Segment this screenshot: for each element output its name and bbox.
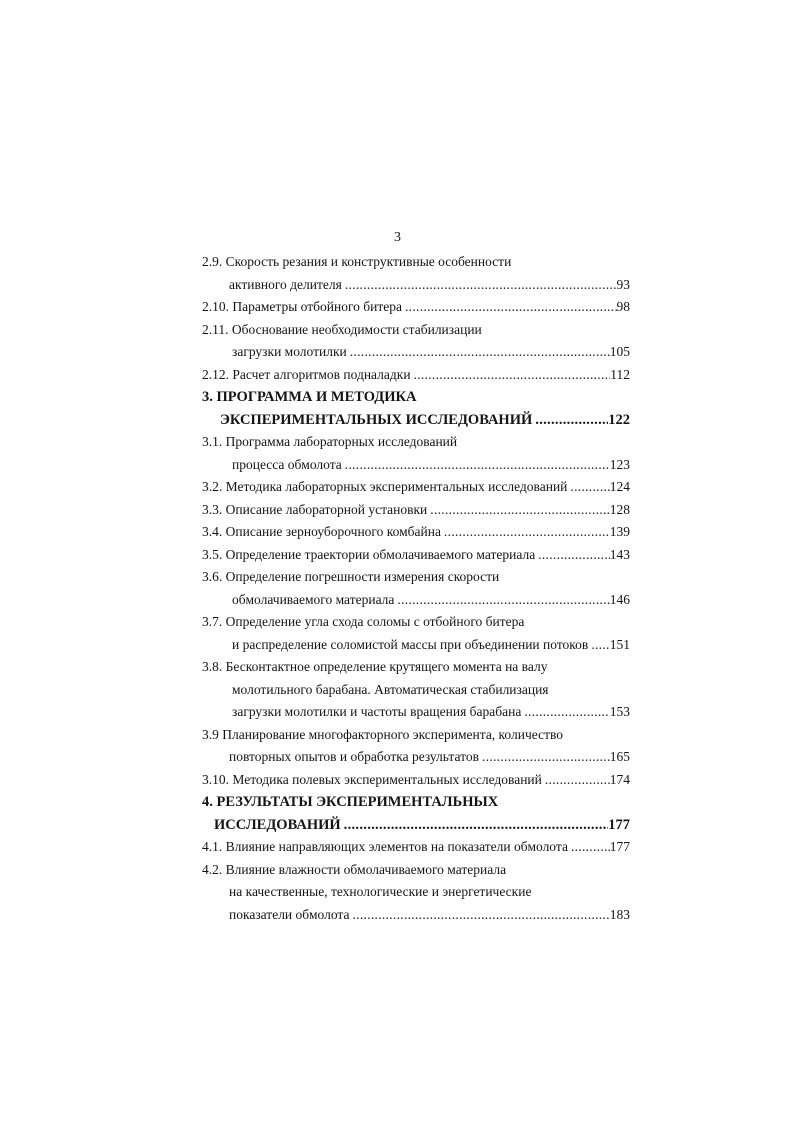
toc-entry-3-5[interactable]: 3.5. Определение траектории обмолачиваемого материала ..... 143 [202,544,630,567]
dot-leader [342,274,617,297]
toc-entry-2-9-line1: 2.9. Скорость резания и конструктивные особенности [202,254,512,269]
toc-entry-2-11[interactable]: загрузки молотилки ..... 105 [202,341,630,364]
toc-chapter-4[interactable]: ИССЛЕДОВАНИЙ ..... 177 [202,814,630,837]
dot-leader [521,701,609,724]
toc-page-number: 122 [608,411,630,428]
toc-entry-3-1[interactable]: процесса обмолота ..... 123 [202,454,630,477]
toc-entry-4-2-line2: на качественные, технологические и энергетические [229,884,532,899]
toc-entry-4-2[interactable]: показатели обмолота ..... 183 [202,904,630,927]
toc-page-number: 153 [609,704,630,719]
toc-entry-4-1[interactable]: 4.1. Влияние направляющих элементов на показатели обмолота ..... 177 [202,836,630,859]
dot-leader [568,836,610,859]
toc-chapter-3-line1: 3. ПРОГРАММА И МЕТОДИКА [202,389,417,405]
table-of-contents [202,251,630,926]
dot-leader [532,409,608,432]
toc-page-number: 151 [609,636,630,652]
dot-leader [441,521,610,544]
toc-page-number: 128 [609,501,630,517]
dot-leader [341,814,609,837]
toc-entry-3-8-line2: молотильного барабана. Автоматическая стабилизация [232,681,549,697]
toc-entry-2-11-line1: 2.11. Обоснование необходимости стабилизации [202,321,482,337]
toc-page-number: 139 [609,524,630,539]
toc-entry-3-7[interactable]: и распределение соломистой массы при объединении потоков ..... 151 [202,634,630,657]
toc-entry-3-1-line1: 3.1. Программа лабораторных исследований [202,434,458,449]
dot-leader [347,341,610,364]
dot-leader [342,454,610,477]
toc-page-number: 177 [608,816,630,833]
dot-leader [394,589,609,612]
dot-leader [542,769,610,792]
dot-leader [479,746,610,769]
dot-leader [567,476,609,499]
dot-leader [350,904,610,927]
toc-page-number: 123 [609,456,630,472]
dot-leader [535,544,610,567]
dot-leader [588,634,609,657]
toc-entry-3-6-line1: 3.6. Определение погрешности измерения скорости [202,569,500,584]
toc-entry-3-9[interactable]: повторных опытов и обработка результатов ..... 165 [202,746,630,769]
toc-page-number: 105 [609,344,630,359]
toc-page-number: 177 [609,839,630,854]
toc-page-number: 183 [609,906,630,922]
toc-page-number: 165 [609,749,630,764]
toc-page-number: 93 [616,276,630,292]
toc-chapter-3[interactable]: ЭКСПЕРИМЕНТАЛЬНЫХ ИССЛЕДОВАНИЙ ..... 122 [202,409,630,432]
page-number: 3 [394,230,401,245]
toc-entry-4-2-line1: 4.2. Влияние влажности обмолачиваемого материала [202,861,507,877]
toc-page-number: 146 [609,591,630,607]
toc-entry-3-6[interactable]: обмолачиваемого материала ..... 146 [202,589,630,612]
toc-page-number: 143 [609,546,630,562]
toc-chapter-4-line1: 4. РЕЗУЛЬТАТЫ ЭКСПЕРИМЕНТАЛЬНЫХ [202,794,499,810]
toc-page-number: 174 [609,771,630,787]
toc-entry-3-8[interactable]: загрузки молотилки и частоты вращения барабана ..... 153 [202,701,630,724]
toc-page-number: 124 [609,479,630,494]
dot-leader [411,364,611,387]
dot-leader [427,499,609,522]
toc-entry-3-2[interactable]: 3.2. Методика лабораторных экспериментальных исследований ..... 124 [202,476,630,499]
toc-entry-3-4[interactable]: 3.4. Описание зерноуборочного комбайна ..... 139 [202,521,630,544]
dot-leader [402,296,617,319]
toc-entry-3-7-line1: 3.7. Определение угла схода соломы с отбойного битера [202,614,525,629]
toc-entry-2-9[interactable]: активного делителя ..... 93 [202,274,630,297]
toc-page-number: 112 [610,366,630,382]
toc-entry-3-3[interactable]: 3.3. Описание лабораторной установки ..... 128 [202,499,630,522]
toc-entry-3-10[interactable]: 3.10. Методика полевых экспериментальных исследований ..... 174 [202,769,630,792]
toc-entry-2-10[interactable]: 2.10. Параметры отбойного битера ..... 98 [202,296,630,319]
toc-entry-2-12[interactable]: 2.12. Расчет алгоритмов подналадки ..... 112 [202,364,630,387]
toc-entry-3-9-line1: 3.9 Планирование многофакторного эксперимента, количество [202,726,564,742]
toc-page-number: 98 [616,299,630,314]
toc-entry-3-8-line1: 3.8. Бесконтактное определение крутящего момента на валу [202,659,548,674]
